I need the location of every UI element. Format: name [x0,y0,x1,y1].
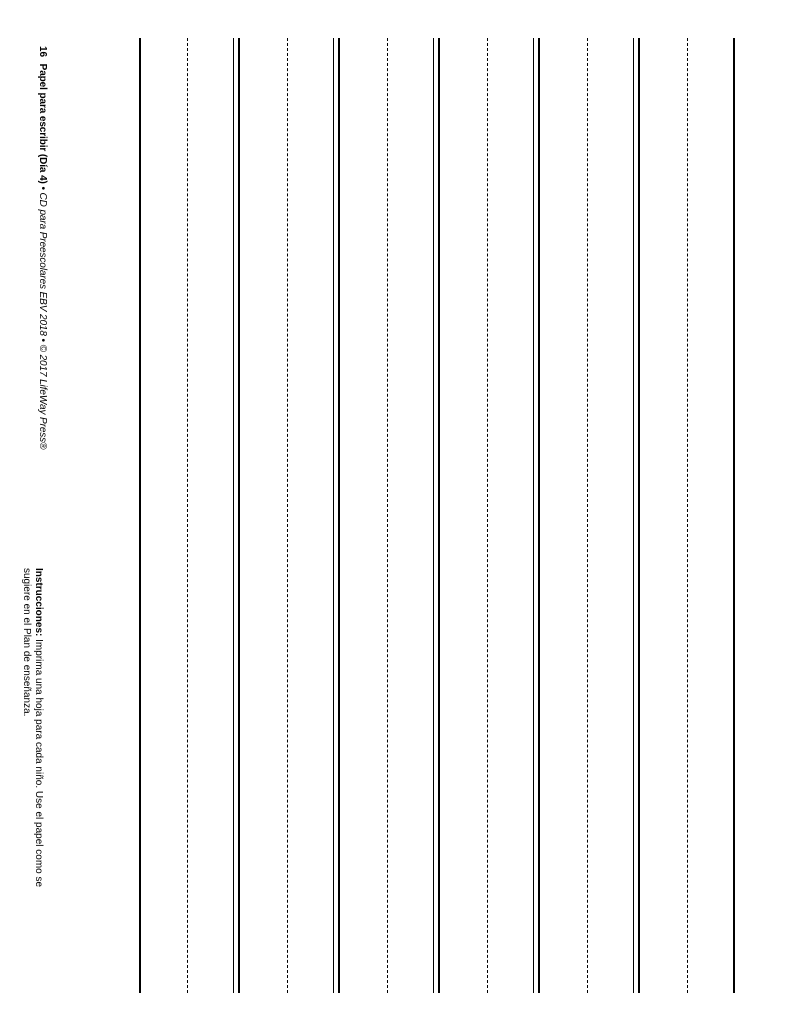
midline-dashed-rule [587,38,588,993]
cd-middle: para [37,209,48,232]
topline-rule [233,38,234,993]
instructions-label: Instrucciones: [33,568,44,640]
topline-rule [333,38,334,993]
baseline-rule [338,38,340,993]
instructions-line-2: sugiere en el Plan de enseñanza. [21,568,32,717]
cd-suffix: Preescolares EBV 2018 [37,231,48,336]
midline-dashed-rule [387,38,388,993]
midline-dashed-rule [187,38,188,993]
baseline-rule [139,38,141,993]
midline-dashed-rule [287,38,288,993]
page-number: 16 [37,46,48,57]
baseline-rule [238,38,240,993]
worksheet-title: Papel para escribir (Día 4) [37,63,48,184]
topline-rule [533,38,534,993]
separator: • [37,186,48,193]
baseline-rule [638,38,640,993]
midline-dashed-rule [487,38,488,993]
copyright-text: © 2017 LifeWay Press® [37,344,48,450]
separator: • [37,338,48,345]
topline-rule [433,38,434,993]
topline-rule [733,38,735,993]
instructions-line-1: Imprima una hoja para cada niño. Use el papel como se [33,639,44,888]
baseline-rule [538,38,540,993]
midline-dashed-rule [687,38,688,993]
cd-prefix: CD [37,192,48,210]
topline-rule [633,38,634,993]
baseline-rule [438,38,440,993]
